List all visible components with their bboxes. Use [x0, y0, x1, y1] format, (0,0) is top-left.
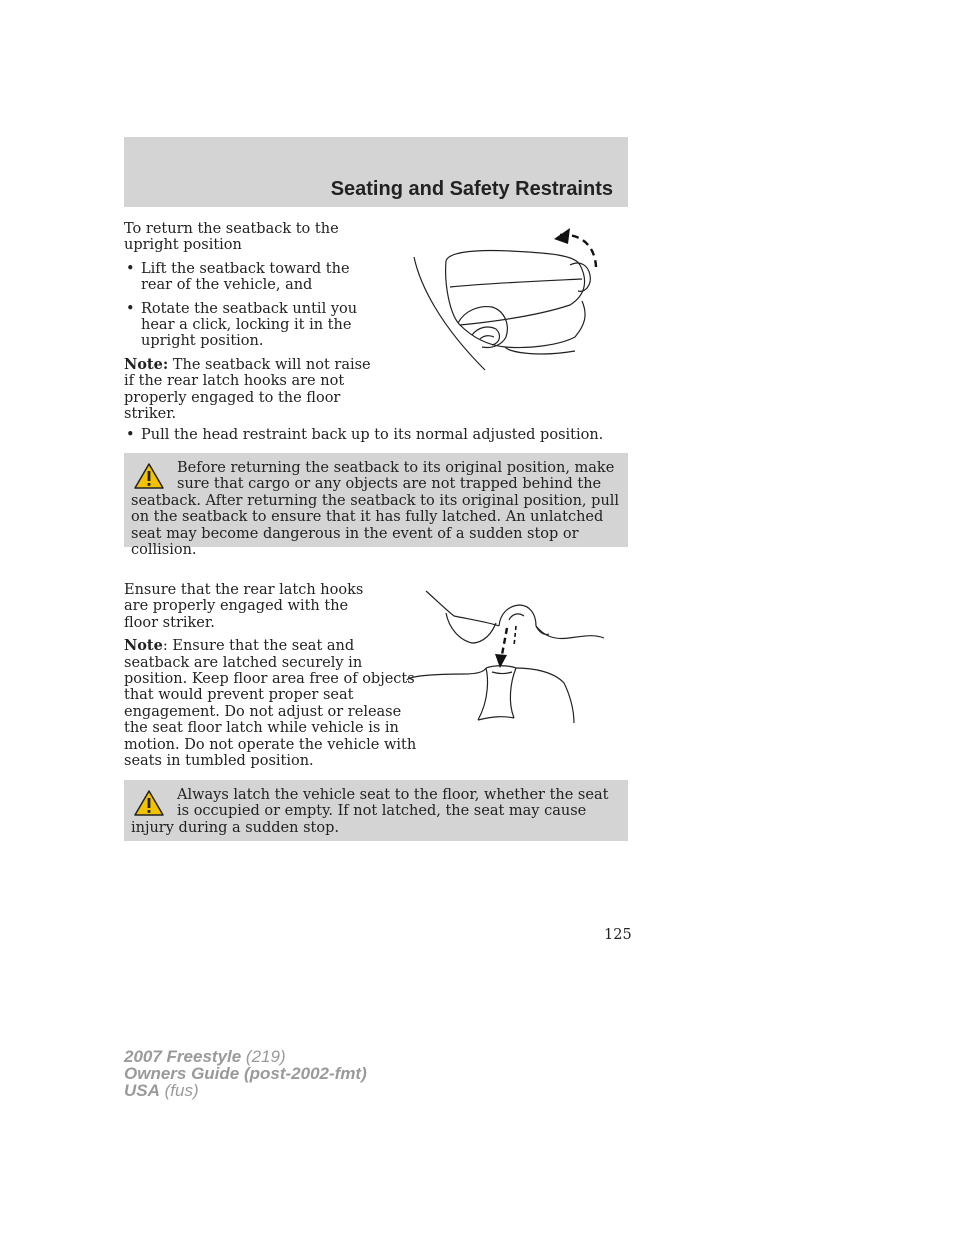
intro-text: To return the seatback to the upright position [124, 221, 339, 254]
warning-triangle-icon [133, 789, 165, 817]
page-number: 125 [604, 927, 632, 943]
warning-text: Always latch the vehicle seat to the floor, whether the seat is occupied or empty. If not latched, the seat may cause injury during a sudden stop. [131, 787, 609, 836]
note-paragraph: Note: Ensure that the seat and seatback are latched securely in position. Keep floor area free of objects that would prevent proper seat engagement. Do not adjust or release the seat floor latch while vehicle is in motion. Do not operate the vehicle with seats in tumbled position. [124, 637, 417, 770]
list-item: • Rotate the seatback until you hear a click, locking it in the upright position. [126, 300, 358, 350]
footer-line-1: 2007 Freestyle (219) [124, 1047, 286, 1066]
latch-hook-illustration [404, 588, 609, 728]
seatback-rotation-illustration [410, 225, 610, 380]
intro-text: Ensure that the rear latch hooks are properly engaged with the floor striker. [124, 582, 364, 631]
note-label: Note [124, 637, 163, 655]
seatback-instructions [124, 221, 374, 422]
bullet-icon: • [126, 260, 135, 277]
warning-box [124, 780, 628, 841]
note-paragraph: Note: The seatback will not raise if the rear latch hooks are not properly engaged to the floor striker. [124, 355, 371, 423]
bullet-icon: • [126, 427, 135, 443]
section-header [124, 137, 628, 207]
list-item: • Pull the head restraint back up to its normal adjusted position. [126, 427, 604, 443]
section-title: Seating and Safety Restraints [330, 178, 613, 200]
list-item: • Lift the seatback toward the rear of the vehicle, and [126, 260, 350, 294]
warning-triangle-icon [133, 462, 165, 490]
footer-line-3: USA (fus) [124, 1081, 199, 1100]
warning-text: Before returning the seatback to its original position, make sure that cargo or any objects are not trapped behind the seatback. After returning the seatback to its original position, pull on the seatback to ensure that it has fully latched. An unlatched seat may become dangerous in the event of a sudden stop or collision. [131, 460, 620, 559]
latch-instructions [124, 582, 419, 769]
warning-box [124, 453, 628, 559]
bullet-icon: • [126, 300, 135, 317]
document-footer [124, 1048, 367, 1099]
footer-line-2: Owners Guide (post-2002-fmt) [124, 1064, 367, 1083]
note-label: Note: [124, 355, 169, 373]
